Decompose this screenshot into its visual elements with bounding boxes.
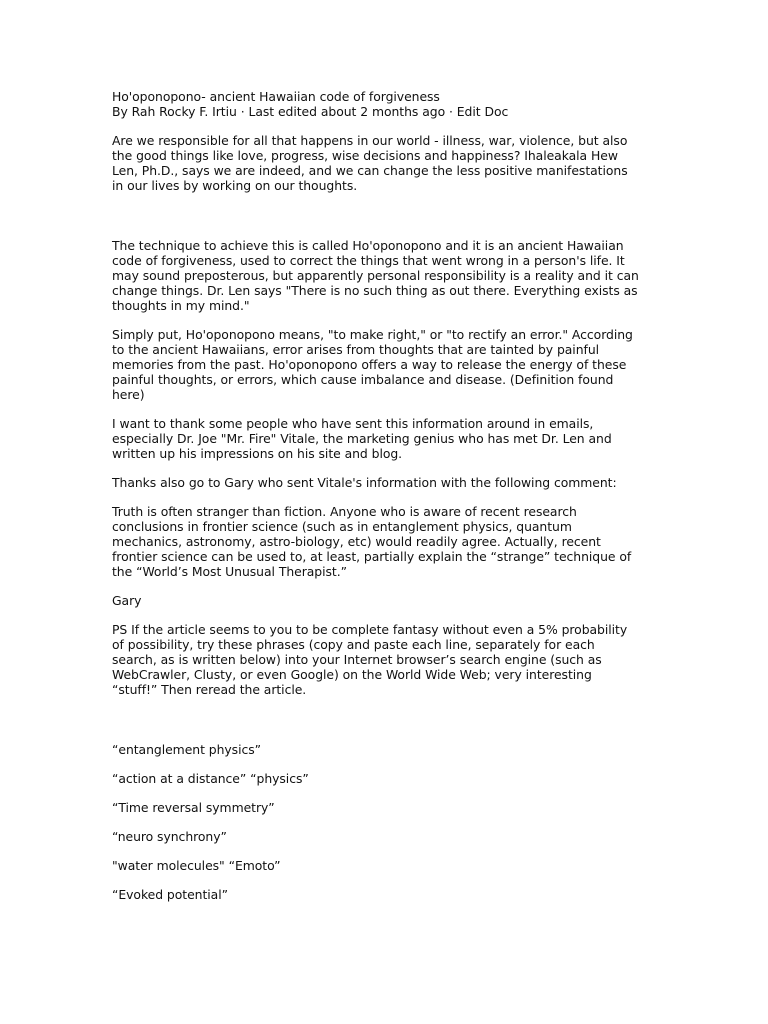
document-title: Ho'oponopono- ancient Hawaiian code of forgiveness <box>112 89 440 104</box>
text-line: Gary <box>112 593 142 608</box>
text-line: conclusions in frontier science (such as in entanglement physics, quantum <box>112 519 572 534</box>
paragraph-definition <box>112 327 658 402</box>
text-line: I want to thank some people who have sent this information around in emails, <box>112 416 594 431</box>
text-line: Truth is often stranger than fiction. Anyone who is aware of recent research <box>112 504 577 519</box>
text-line: here) <box>112 387 145 402</box>
text-line: Len, Ph.D., says we are indeed, and we can change the less positive manifestations <box>112 163 628 178</box>
text-line: change things. Dr. Len says "There is no such thing as out there. Everything exists as <box>112 283 638 298</box>
text-line: especially Dr. Joe "Mr. Fire" Vitale, the marketing genius who has met Dr. Len and <box>112 431 612 446</box>
paragraph-signature <box>112 593 658 608</box>
phrase-list <box>112 742 658 902</box>
paragraph-truth <box>112 504 658 579</box>
text-line: Thanks also go to Gary who sent Vitale's information with the following comment: <box>112 475 617 490</box>
text-line: Are we responsible for all that happens in our world - illness, war, violence, but also <box>112 133 628 148</box>
document-body <box>112 89 658 902</box>
text-line: the “World’s Most Unusual Therapist.” <box>112 564 347 579</box>
phrase-item: “neuro synchrony” <box>112 829 227 844</box>
text-line: mechanics, astronomy, astro-biology, etc) would readily agree. Actually, recent <box>112 534 601 549</box>
text-line: written up his impressions on his site and blog. <box>112 446 403 461</box>
text-line: of possibility, try these phrases (copy and paste each line, separately for each <box>112 637 595 652</box>
text-line: memories from the past. Ho'oponopono offers a way to release the energy of these <box>112 357 627 372</box>
paragraph-technique <box>112 238 658 313</box>
text-line: may sound preposterous, but apparently personal responsibility is a reality and it can <box>112 268 639 283</box>
text-line: frontier science can be used to, at least, partially explain the “strange” technique of <box>112 549 632 564</box>
text-line: The technique to achieve this is called Ho'oponopono and it is an ancient Hawaiian <box>112 238 624 253</box>
phrase-item: “Evoked potential” <box>112 887 228 902</box>
paragraph-thanks <box>112 416 658 461</box>
phrase-item: "water molecules" “Emoto” <box>112 858 281 873</box>
text-line: WebCrawler, Clusty, or even Google) on the World Wide Web; very interesting <box>112 667 592 682</box>
text-line: PS If the article seems to you to be complete fantasy without even a 5% probability <box>112 622 628 637</box>
text-line: thoughts in my mind." <box>112 298 250 313</box>
text-line: search, as is written below) into your Internet browser’s search engine (such as <box>112 652 602 667</box>
text-line: in our lives by working on our thoughts. <box>112 178 358 193</box>
paragraph-intro <box>112 133 658 193</box>
phrase-item: “entanglement physics” <box>112 742 262 757</box>
document-byline: By Rah Rocky F. Irtiu · Last edited about 2 months ago · Edit Doc <box>112 104 509 119</box>
text-line: “stuff!” Then reread the article. <box>112 682 307 697</box>
phrase-item: “action at a distance” “physics” <box>112 771 309 786</box>
paragraph-ps <box>112 622 658 697</box>
text-line: Simply put, Ho'oponopono means, "to make right," or "to rectify an error." According <box>112 327 633 342</box>
phrase-item: “Time reversal symmetry” <box>112 800 275 815</box>
paragraph-gary-intro <box>112 475 658 490</box>
text-line: code of forgiveness, used to correct the things that went wrong in a person's life. It <box>112 253 625 268</box>
text-line: to the ancient Hawaiians, error arises from thoughts that are tainted by painful <box>112 342 600 357</box>
text-line: the good things like love, progress, wise decisions and happiness? Ihaleakala Hew <box>112 148 618 163</box>
text-line: painful thoughts, or errors, which cause imbalance and disease. (Definition found <box>112 372 614 387</box>
